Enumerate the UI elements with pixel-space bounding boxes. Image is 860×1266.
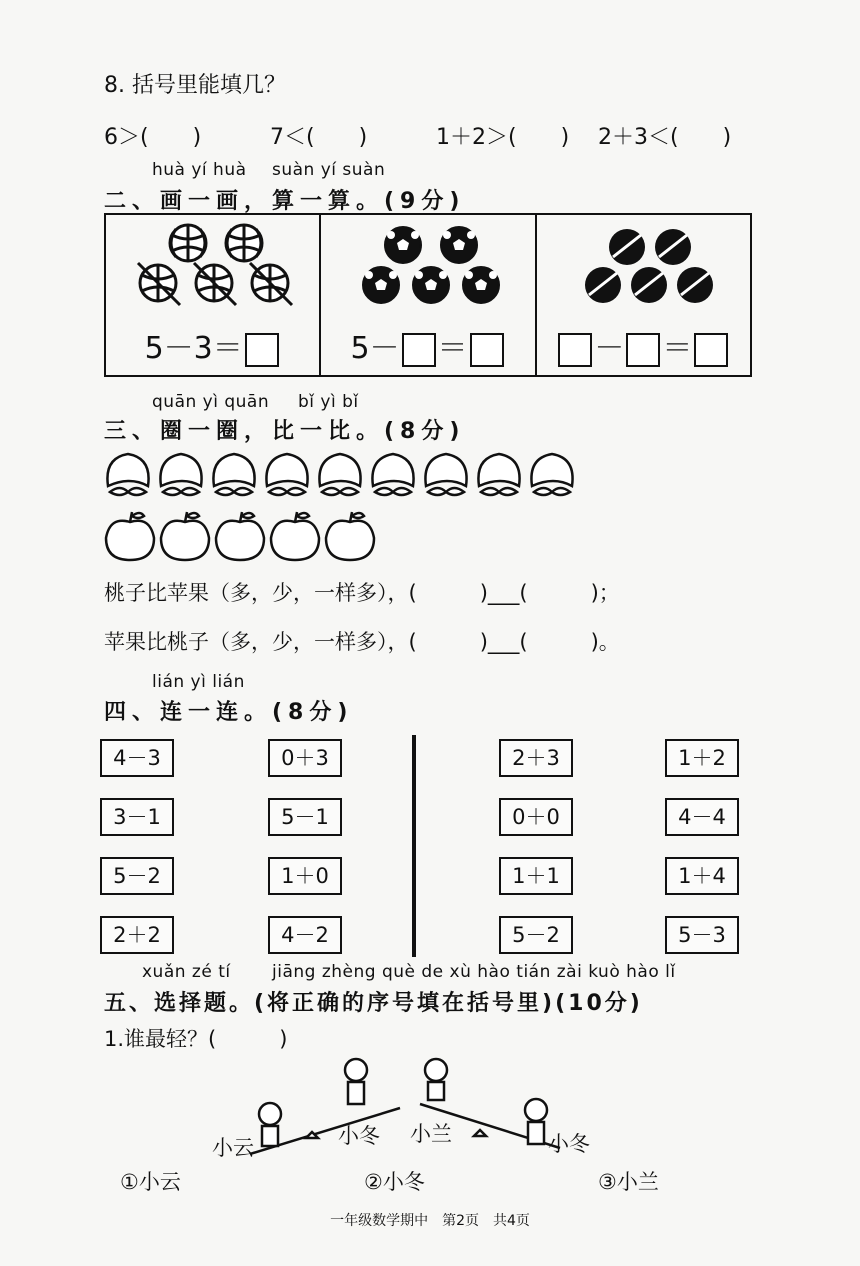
option-2[interactable]: ②小冬 [364, 1170, 425, 1194]
equation-2 [321, 323, 534, 367]
inequality-4: 2＋3＜( ) [598, 125, 732, 150]
match-box-col1-4[interactable]: 2＋2 [100, 916, 174, 954]
striped-balls-image [537, 215, 751, 325]
match-box-col4-2[interactable]: 4－4 [665, 798, 739, 836]
eq1-b: 3 [193, 331, 213, 366]
answer-box-6[interactable] [694, 333, 728, 367]
inequality-2: 7＜( ) [270, 125, 368, 150]
match-box-col3-1[interactable]: 2＋3 [499, 739, 573, 777]
eq1-minus: － [163, 331, 194, 366]
equation-3 [537, 323, 750, 367]
pinyin-suan: suàn yí suàn [272, 160, 386, 180]
eq3-equals: ＝ [662, 331, 693, 366]
answer-box-2[interactable] [402, 333, 436, 367]
pinyin-hua: huà yí huà [152, 160, 247, 180]
cell-soccer-balls [321, 215, 536, 375]
match-box-col2-1[interactable]: 0＋3 [268, 739, 342, 777]
eq2-equals: ＝ [437, 331, 468, 366]
pinyin-xuanzeti: xuǎn zé tí [142, 962, 231, 982]
compare-apples-line: 苹果比桃子（多，少，一样多），( )___( )。 [104, 630, 620, 654]
label-xiaoyun: 小云 [212, 1136, 254, 1160]
inequality-3: 1＋2＞( ) [436, 125, 570, 150]
inequality-1: 6＞( ) [104, 125, 202, 150]
match-box-col2-4[interactable]: 4－2 [268, 916, 342, 954]
eq1-a: 5 [144, 331, 164, 366]
match-box-col4-1[interactable]: 1＋2 [665, 739, 739, 777]
pinyin-bi: bǐ yì bǐ [298, 392, 359, 412]
draw-calc-table [104, 213, 752, 377]
match-box-col2-2[interactable]: 5－1 [268, 798, 342, 836]
answer-box-4[interactable] [558, 333, 592, 367]
eq2-a: 5 [350, 331, 370, 366]
section-4-heading: 四、连一连。(8分) [104, 700, 354, 725]
answer-box-1[interactable] [245, 333, 279, 367]
label-xiaolan: 小兰 [410, 1122, 452, 1146]
section-3-heading: 三、圈一圈，比一比。(8分) [104, 419, 466, 444]
match-box-col4-3[interactable]: 1＋4 [665, 857, 739, 895]
cell-basketballs [106, 215, 321, 375]
pinyin-instruction: jiāng zhèng què de xù hào tián zài kuò hào lǐ [272, 962, 676, 982]
question-8-title: 8. 括号里能填几？ [104, 73, 286, 98]
soccer-balls-image [321, 215, 535, 325]
cell-striped-balls [537, 215, 750, 375]
answer-box-3[interactable] [470, 333, 504, 367]
label-xiaodong-left: 小冬 [338, 1124, 380, 1148]
compare-peaches-line: 桃子比苹果（多，少，一样多），( )___( )； [104, 581, 620, 605]
eq3-minus: － [594, 331, 625, 366]
apples-row-image [100, 508, 390, 566]
basketballs-crossed-image [106, 215, 320, 325]
divider-line [412, 735, 416, 957]
match-box-col1-3[interactable]: 5－2 [100, 857, 174, 895]
option-3[interactable]: ③小兰 [598, 1170, 659, 1194]
label-xiaodong-right: 小冬 [548, 1132, 590, 1156]
match-box-col2-3[interactable]: 1＋0 [268, 857, 342, 895]
question-5-1: 1.谁最轻？( ) [104, 1027, 288, 1051]
page-footer: 一年级数学期中 第2页 共4页 [330, 1213, 530, 1229]
section-5-heading: 五、选择题。(将正确的序号填在括号里)(10分) [104, 991, 643, 1016]
match-box-col3-4[interactable]: 5－2 [499, 916, 573, 954]
option-1[interactable]: ①小云 [120, 1170, 181, 1194]
match-box-col1-2[interactable]: 3－1 [100, 798, 174, 836]
match-box-col3-2[interactable]: 0＋0 [499, 798, 573, 836]
eq1-equals: ＝ [212, 331, 243, 366]
section-2-heading: 二、画一画，算一算。(9分) [104, 189, 466, 214]
match-box-col1-1[interactable]: 4－3 [100, 739, 174, 777]
pinyin-quan: quān yì quān [152, 392, 270, 412]
match-box-col4-4[interactable]: 5－3 [665, 916, 739, 954]
peaches-row-image [100, 448, 590, 508]
answer-box-5[interactable] [626, 333, 660, 367]
equation-1 [106, 323, 319, 367]
eq2-minus: － [369, 331, 400, 366]
pinyin-lian: lián yì lián [152, 672, 245, 692]
match-box-col3-3[interactable]: 1＋1 [499, 857, 573, 895]
